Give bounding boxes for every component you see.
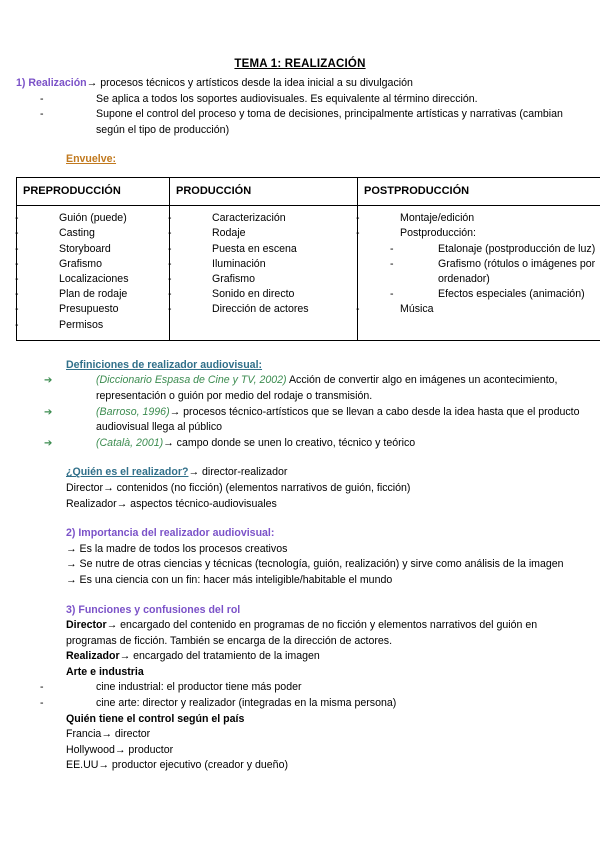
list-item xyxy=(176,302,351,317)
list-item-label: Se aplica a todos los soportes audiovisuales. Es equivalente al término dirección. xyxy=(96,92,478,105)
dash-bullet-icon xyxy=(37,227,59,239)
section3-heading: 3) Funciones y confusiones del rol xyxy=(66,603,241,616)
list-item-label: Presupuesto xyxy=(59,303,119,316)
dash-bullet-icon xyxy=(68,108,96,120)
spacer xyxy=(16,168,584,177)
realizador-label: Realizador xyxy=(66,650,120,663)
quien-heading-line xyxy=(16,465,584,481)
list-item xyxy=(16,405,584,436)
dash-bullet-icon xyxy=(414,258,438,270)
list-item-label: Sonido en directo xyxy=(212,288,295,301)
list-item-label: Casting xyxy=(59,227,95,240)
list-item-label: Grafismo (rótulos o imágenes por ordenador) xyxy=(438,257,596,285)
control-pais-heading: Quién tiene el control según el país xyxy=(66,712,245,725)
section2-line-2: → Se nutre de otras ciencias y técnicas (tecnología, guión, realización) y sirve como análisis de la imagen xyxy=(66,558,564,571)
dash-bullet-icon xyxy=(378,212,400,224)
dash-bullet-icon xyxy=(37,303,59,315)
list-item-label: Grafismo xyxy=(212,272,255,285)
dash-bullet-icon xyxy=(68,697,96,709)
director-text: → encargado del contenido en programas de no ficción y elementos narrativos del guión en programas de ficción. También se encarga de la dirección de actores. xyxy=(66,619,541,647)
control-line-hollywood: Hollywood→ productor xyxy=(66,743,174,756)
list-item xyxy=(176,257,351,272)
list-item xyxy=(23,272,163,287)
director-label: Director xyxy=(66,619,107,632)
dash-bullet-icon xyxy=(378,303,400,315)
list-item xyxy=(364,287,600,302)
quien-line-director: Director→ contenidos (no ficción) (elementos narrativos de guión, ficción) xyxy=(66,481,411,494)
list-item xyxy=(176,226,351,241)
definiciones-heading-line xyxy=(16,358,584,374)
dash-bullet-icon xyxy=(37,319,59,331)
list-item xyxy=(176,272,351,287)
list-item xyxy=(16,696,584,712)
table-header-postproduccion: POSTPRODUCCIÓN xyxy=(358,177,600,205)
dash-bullet-icon xyxy=(68,93,96,105)
control-line-francia: Francia→ director xyxy=(66,728,151,741)
list-item xyxy=(364,257,600,287)
list-item-label: Iluminación xyxy=(212,257,266,270)
cell-postproduccion xyxy=(358,206,600,341)
list-item-label: Caracterización xyxy=(212,212,286,225)
list-item xyxy=(16,92,584,108)
spacer xyxy=(16,341,584,358)
quien-heading-rest: → director-realizador xyxy=(188,466,288,479)
page-title: TEMA 1: REALIZACIÓN xyxy=(234,58,366,70)
citation-text: → campo donde se unen lo creativo, técnico y teórico xyxy=(163,436,416,449)
list-item-label: Plan de rodaje xyxy=(59,288,128,301)
list-item-label: Música xyxy=(400,303,434,316)
list-item xyxy=(16,107,584,138)
section2-heading: 2) Importancia del realizador audiovisual: xyxy=(66,527,275,540)
section3-heading-line xyxy=(16,603,584,619)
list-item-label: Postproducción: xyxy=(400,227,476,240)
dash-bullet-icon xyxy=(190,273,212,285)
citation-source: (Diccionario Espasa de Cine y TV, 2002) xyxy=(96,374,287,387)
list-item xyxy=(176,287,351,302)
list-item-label: Etalonaje (postproducción de luz) xyxy=(438,242,596,255)
dash-bullet-icon xyxy=(190,243,212,255)
arte-industria-heading: Arte e industria xyxy=(66,665,144,678)
list-item xyxy=(364,211,600,226)
produccion-list xyxy=(176,211,351,317)
definiciones-list xyxy=(16,373,584,451)
table-header-row xyxy=(17,177,600,205)
citation-source: (Català, 2001) xyxy=(96,436,164,449)
dash-bullet-icon xyxy=(414,243,438,255)
section2-line-3: → Es una ciencia con un fin: hacer más inteligible/habitable el mundo xyxy=(66,573,393,586)
definiciones-heading: Definiciones de realizador audiovisual: xyxy=(66,358,263,371)
dash-bullet-icon xyxy=(37,258,59,270)
postproduccion-list-tail xyxy=(364,302,600,317)
list-item-label: Efectos especiales (animación) xyxy=(438,288,585,301)
citation-text: Acción de convertir algo en imágenes un acontecimiento, representación o guión por medio del rodaje o transmisión. xyxy=(96,374,558,402)
spacer xyxy=(16,512,584,526)
list-item xyxy=(23,242,163,257)
dash-bullet-icon xyxy=(68,681,96,693)
citation-source: (Barroso, 1996) xyxy=(96,405,170,418)
dash-bullet-icon xyxy=(190,212,212,224)
quien-heading: ¿Quién es el realizador? xyxy=(66,466,189,479)
dash-bullet-icon xyxy=(190,258,212,270)
list-item-label: Rodaje xyxy=(212,227,246,240)
list-item xyxy=(23,318,163,333)
list-item-label: Puesta en escena xyxy=(212,242,297,255)
list-item xyxy=(16,373,584,404)
list-item xyxy=(176,211,351,226)
list-item-label: cine industrial: el productor tiene más poder xyxy=(96,681,302,694)
list-item-label: Supone el control del proceso y toma de decisiones, principalmente artísticas y narrativas (cambian según el tipo de producción) xyxy=(96,108,563,136)
arte-industria-bullets xyxy=(16,680,584,711)
envuelve-label: Envuelve: xyxy=(66,153,117,166)
production-phases-table xyxy=(16,177,600,341)
quien-line-realizador: Realizador→ aspectos técnico-audiovisuales xyxy=(66,497,277,510)
section1-heading: 1) Realización xyxy=(16,77,87,89)
list-item xyxy=(364,226,600,241)
spacer xyxy=(16,138,584,152)
dash-bullet-icon xyxy=(190,227,212,239)
section3-realizador-line xyxy=(16,649,584,665)
section2-line-1: → Es la madre de todos los procesos creativos xyxy=(66,542,288,555)
envuelve-line xyxy=(16,152,584,168)
spacer xyxy=(16,451,584,465)
dash-bullet-icon xyxy=(190,288,212,300)
table-header-produccion: PRODUCCIÓN xyxy=(170,177,358,205)
section2-heading-line xyxy=(16,526,584,542)
arrow-bullet-icon xyxy=(70,437,96,449)
control-line-eeuu: EE.UU→ productor ejecutivo (creador y dueño) xyxy=(66,759,288,772)
list-item-label: cine arte: director y realizador (integradas en la misma persona) xyxy=(96,697,397,710)
list-item-label: Guión (puede) xyxy=(59,212,127,225)
table-header-preproduccion: PREPRODUCCIÓN xyxy=(17,177,170,205)
section1-heading-line xyxy=(16,76,584,92)
postproduccion-sublist xyxy=(364,242,600,303)
list-item-label: Storyboard xyxy=(59,242,111,255)
realizador-text: → encargado del tratamiento de la imagen xyxy=(119,650,320,663)
list-item xyxy=(16,436,584,452)
list-item xyxy=(23,211,163,226)
dash-bullet-icon xyxy=(37,243,59,255)
postproduccion-list xyxy=(364,211,600,241)
list-item xyxy=(176,242,351,257)
arrow-bullet-icon xyxy=(70,406,96,418)
list-item xyxy=(364,302,600,317)
list-item-label: Localizaciones xyxy=(59,272,129,285)
citation-text: → procesos técnico-artísticos que se llevan a cabo desde la idea hasta que el producto audiovisual llega al público xyxy=(96,405,580,434)
list-item xyxy=(23,226,163,241)
spacer xyxy=(16,589,584,603)
dash-bullet-icon xyxy=(378,227,400,239)
list-item-label: Montaje/edición xyxy=(400,212,475,225)
dash-bullet-icon xyxy=(37,212,59,224)
list-item xyxy=(23,257,163,272)
cell-preproduccion xyxy=(17,206,170,341)
preproduccion-list xyxy=(23,211,163,333)
list-item xyxy=(23,302,163,317)
list-item xyxy=(23,287,163,302)
section1-heading-rest: → procesos técnicos y artísticos desde la idea inicial a su divulgación xyxy=(86,77,413,89)
dash-bullet-icon xyxy=(190,303,212,315)
list-item-label: Dirección de actores xyxy=(212,303,309,316)
list-item xyxy=(16,680,584,696)
table-row xyxy=(17,206,600,341)
section3-director-line xyxy=(16,618,584,649)
list-item xyxy=(364,242,600,257)
dash-bullet-icon xyxy=(414,288,438,300)
list-item-label: Grafismo xyxy=(59,257,102,270)
dash-bullet-icon xyxy=(37,288,59,300)
cell-produccion xyxy=(170,206,358,341)
list-item-label: Permisos xyxy=(59,318,104,331)
section1-bullets xyxy=(16,92,584,139)
arrow-bullet-icon xyxy=(70,374,96,386)
dash-bullet-icon xyxy=(37,273,59,285)
